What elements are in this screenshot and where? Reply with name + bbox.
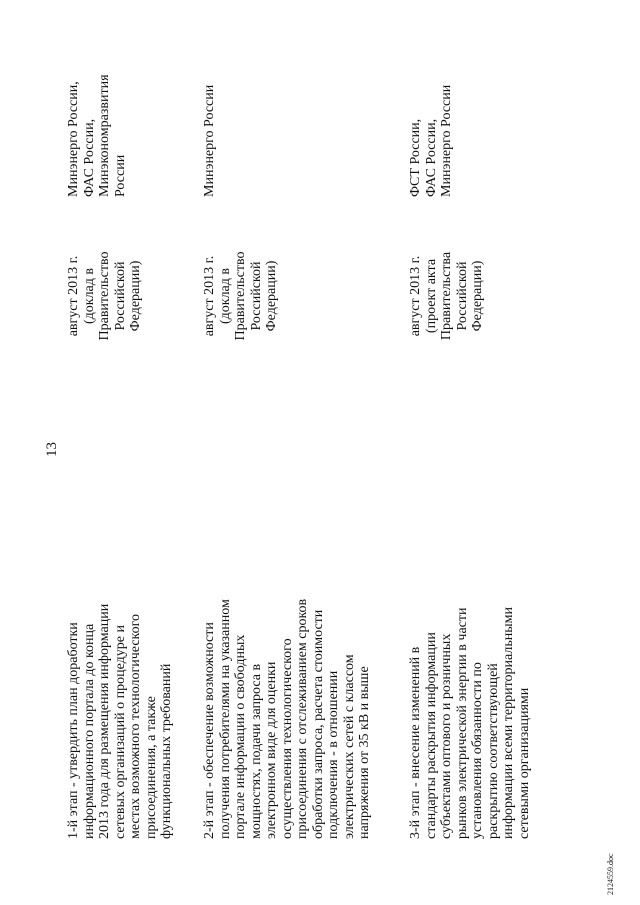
stage-cell: 2-й этап - обеспечение возможности получения потребителями на указанном портале информации о свободных мощностях, подачи запроса в электронном виде для оценки осуществления технологического присоединения с отслеживанием сроков обработки запроса, расчета стоимости подключения - в отношении электрических сетей с классом напряжения от 35 кВ и выше — [202, 598, 372, 839]
deadline-cell: август 2013 г. (доклад в Правительство Российской Федерации) — [66, 251, 143, 341]
page-number: 13 — [44, 442, 60, 457]
responsible-cell: Минэнерго России — [202, 84, 217, 197]
plan-table — [66, 19, 560, 839]
stage-cell: 3-й этап - внесение изменений в стандарты раскрытия информации субъектами оптового и розничных рынков электрической энергии в части установления обязанности по раскрытию соответствующей информации всеми территориальными сетевыми организациями — [408, 607, 532, 839]
table-row — [408, 19, 532, 839]
document-filename: 2124559.doc — [606, 853, 615, 895]
deadline-cell: август 2013 г. (доклад в Правительство Российской Федерации) — [202, 251, 279, 341]
stage-cell: 1-й этап - утвердить план доработки информационного портала до конца 2013 года для размещения информации сетевых организаций о процедуре и местах возможного технологического присоединения, а также функциональных требований — [66, 603, 174, 839]
table-row — [202, 19, 380, 839]
table-row — [66, 19, 174, 839]
responsible-cell: ФСТ России, ФАС России, Минэнерго России — [408, 84, 454, 197]
deadline-cell: август 2013 г. (проект акта Правительства Российской Федерации) — [408, 251, 485, 341]
responsible-cell: Минэнерго России, ФАС России, Минэкономразвития России — [66, 74, 128, 197]
